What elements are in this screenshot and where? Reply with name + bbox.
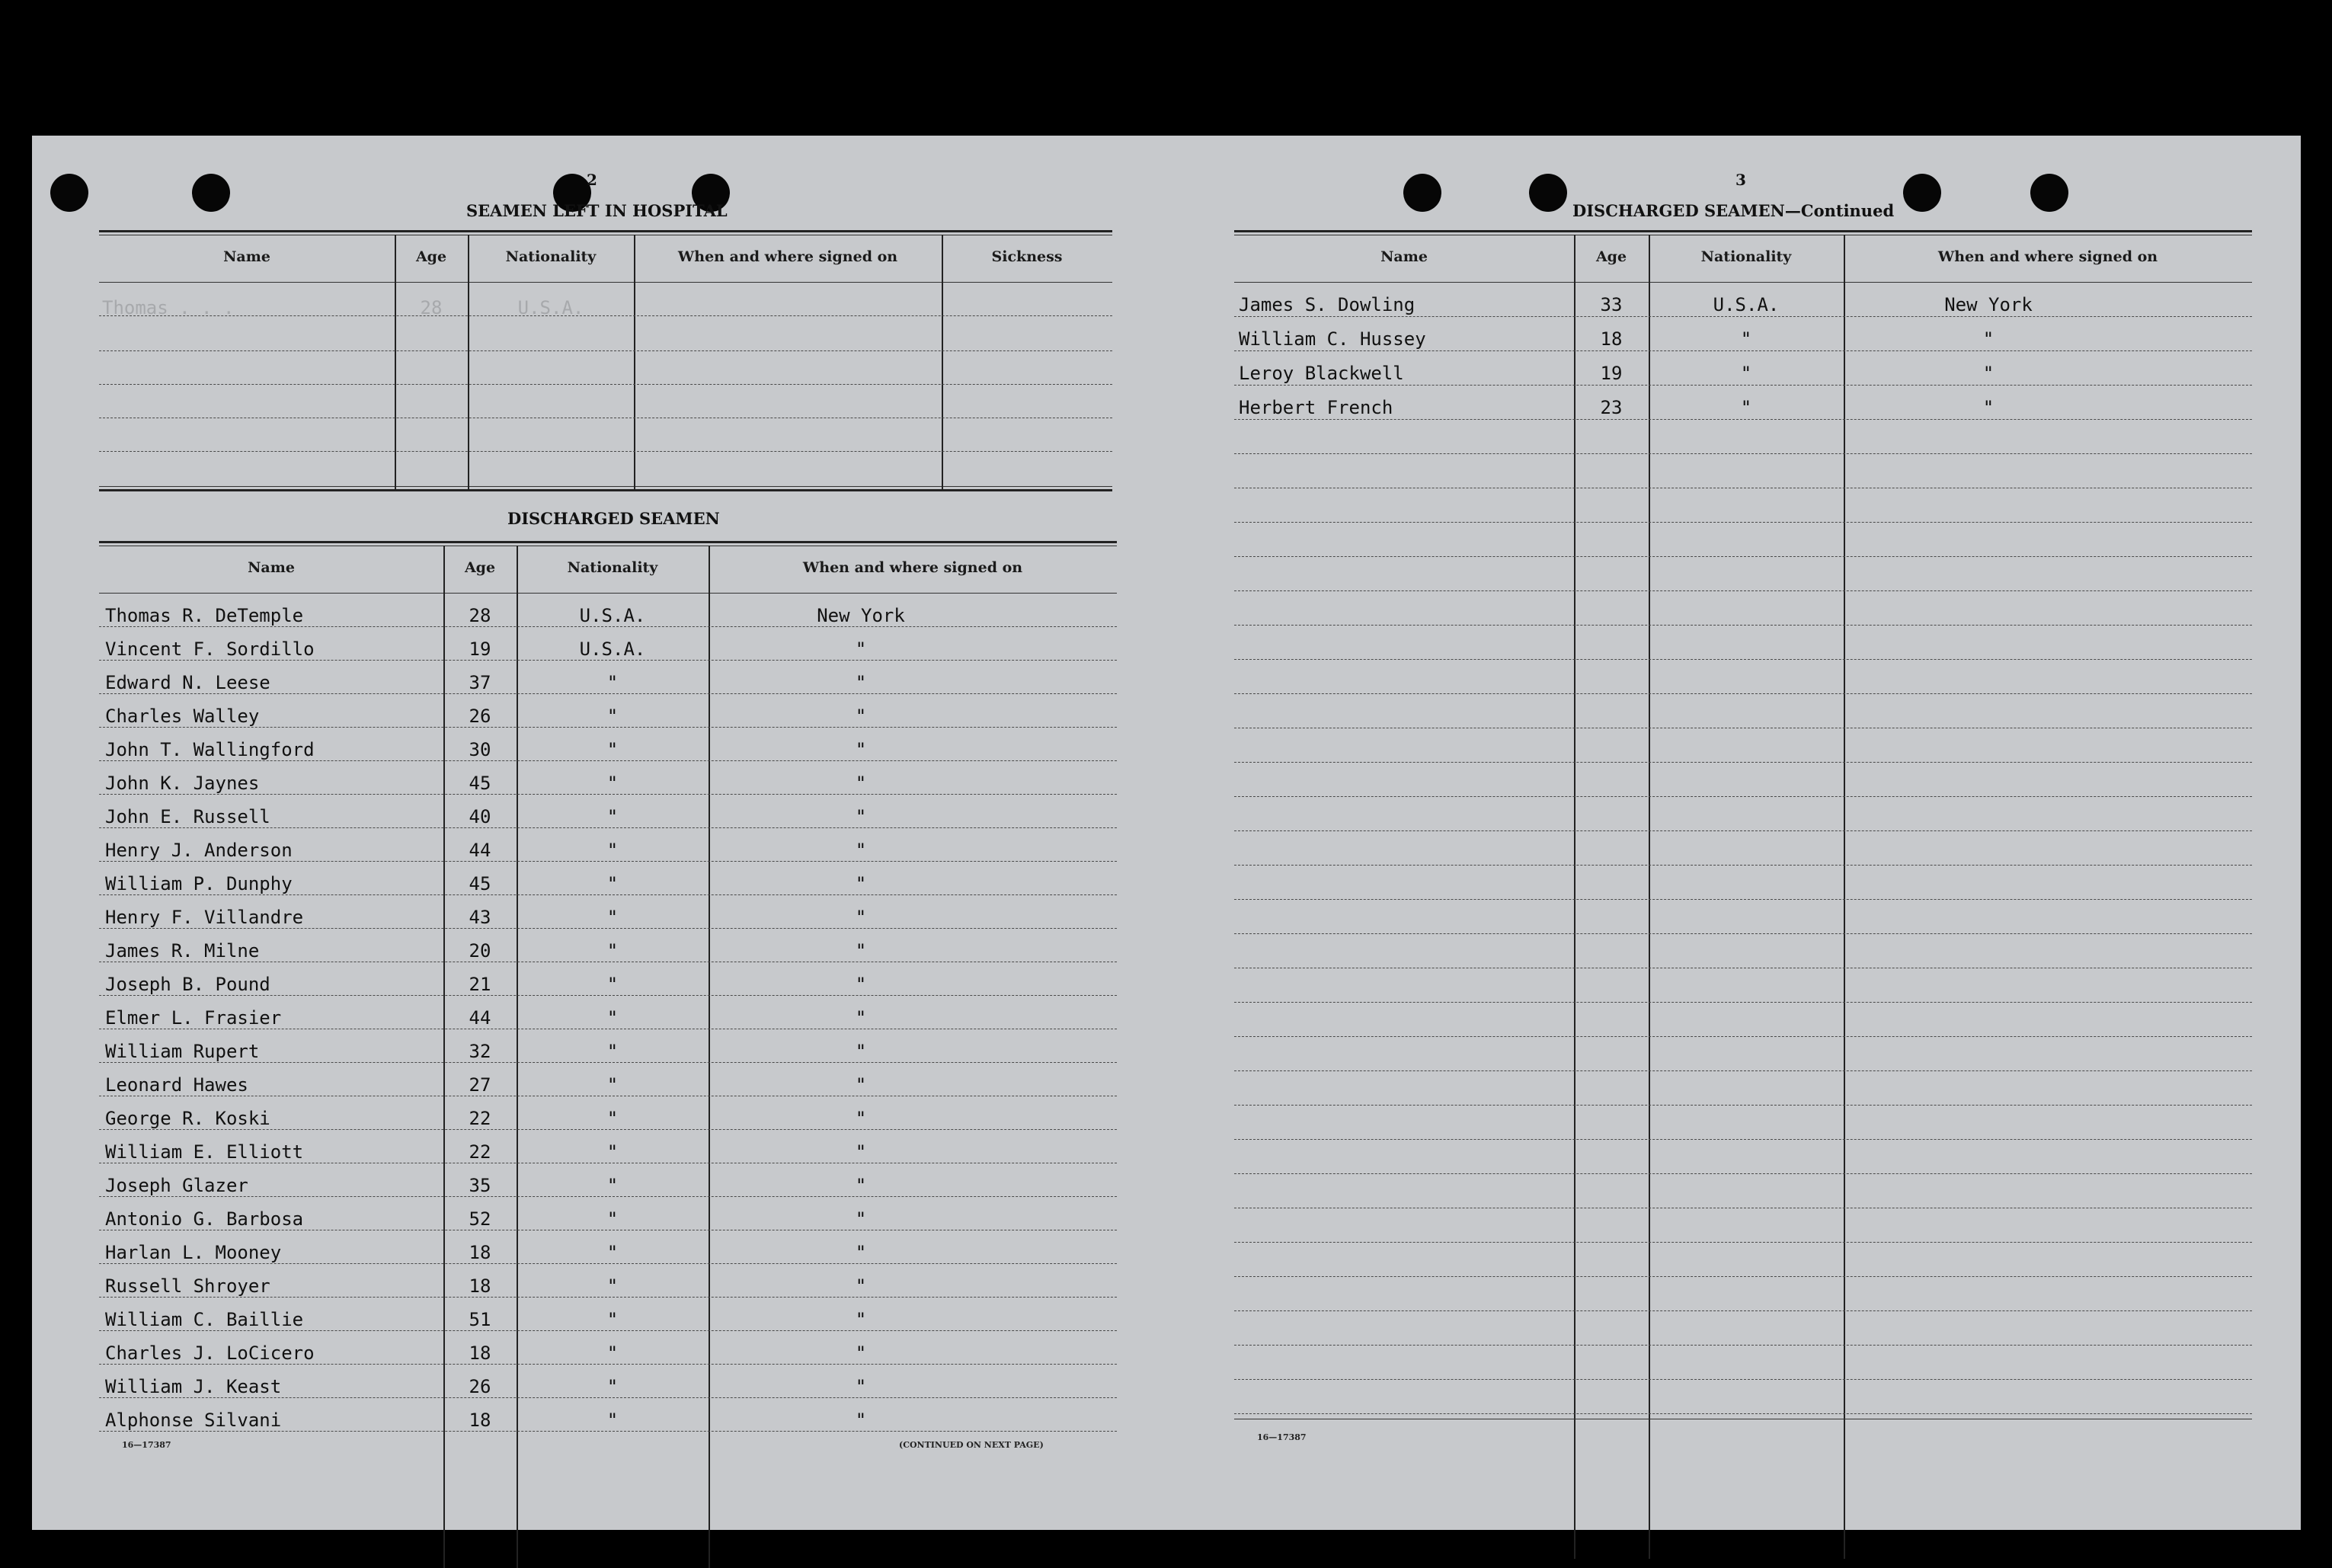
continued-note: (CONTINUED ON NEXT PAGE) — [899, 1440, 1044, 1450]
row-rule — [1234, 1036, 2252, 1037]
seaman-signed-on: " — [855, 840, 867, 861]
seaman-age: 44 — [469, 1007, 491, 1029]
seaman-signed-on: " — [855, 1074, 867, 1096]
seaman-name: William C. Baillie — [105, 1309, 304, 1330]
seaman-signed-on: " — [855, 1141, 867, 1163]
seaman-signed-on: New York — [1944, 294, 2033, 315]
seaman-name: Henry J. Anderson — [105, 840, 293, 861]
row-rule — [99, 794, 1117, 795]
seaman-signed-on: " — [855, 907, 867, 928]
row-rule — [99, 1397, 1117, 1398]
row-rule — [99, 1330, 1117, 1331]
row-rule — [1234, 419, 2252, 420]
seaman-nationality: " — [606, 806, 619, 827]
seaman-age: 18 — [1600, 328, 1623, 350]
hospital-row-nationality: U.S.A. — [517, 297, 584, 318]
seaman-nationality: " — [1740, 328, 1752, 350]
seaman-signed-on: " — [855, 1309, 867, 1330]
seaman-name: William E. Elliott — [105, 1141, 304, 1163]
row-rule — [1234, 1276, 2252, 1277]
seaman-signed-on: " — [855, 739, 867, 760]
seaman-nationality: " — [606, 773, 619, 794]
seaman-nationality: " — [606, 1108, 619, 1129]
seaman-signed-on: " — [1982, 328, 1995, 350]
seaman-age: 22 — [469, 1141, 491, 1163]
row-rule — [1234, 796, 2252, 797]
row-rule — [99, 1431, 1117, 1432]
seaman-name: John T. Wallingford — [105, 739, 315, 760]
seaman-age: 18 — [469, 1275, 491, 1297]
seaman-nationality: " — [606, 974, 619, 995]
seaman-age: 32 — [469, 1041, 491, 1062]
seaman-nationality: " — [606, 940, 619, 962]
seaman-name: William C. Hussey — [1239, 328, 1426, 350]
row-rule — [1234, 316, 2252, 317]
row-rule — [1234, 625, 2252, 626]
seaman-signed-on: " — [1982, 363, 1995, 384]
seaman-age: 26 — [469, 706, 491, 727]
punch-hole — [1529, 174, 1567, 212]
seaman-signed-on: " — [855, 1175, 867, 1196]
row-rule — [1234, 1002, 2252, 1003]
seaman-signed-on: " — [855, 1108, 867, 1129]
seaman-nationality: " — [606, 1376, 619, 1397]
row-rule — [1234, 899, 2252, 900]
row-rule — [99, 660, 1117, 661]
seaman-signed-on: " — [855, 1275, 867, 1297]
col-header-nationality: Nationality — [505, 248, 597, 265]
seaman-name: Elmer L. Frasier — [105, 1007, 282, 1029]
seaman-name: Russell Shroyer — [105, 1275, 270, 1297]
seaman-age: 45 — [469, 773, 491, 794]
row-rule — [99, 693, 1117, 694]
seaman-signed-on: " — [855, 974, 867, 995]
seaman-name: Leonard Hawes — [105, 1074, 248, 1096]
seaman-nationality: U.S.A. — [1713, 294, 1780, 315]
row-rule — [99, 1297, 1117, 1298]
form-number: 16—17387 — [122, 1440, 171, 1450]
row-rule — [1234, 590, 2252, 591]
row-rule — [1234, 865, 2252, 866]
seaman-age: 22 — [469, 1108, 491, 1129]
seaman-name: Alphonse Silvani — [105, 1410, 282, 1431]
row-rule — [1234, 830, 2252, 831]
seaman-name: William P. Dunphy — [105, 873, 293, 894]
seaman-name: Leroy Blackwell — [1239, 363, 1404, 384]
seaman-nationality: U.S.A. — [579, 638, 646, 660]
seaman-signed-on: " — [855, 1376, 867, 1397]
seaman-signed-on: " — [855, 706, 867, 727]
row-rule — [1234, 659, 2252, 660]
seaman-age: 18 — [469, 1242, 491, 1263]
row-rule — [99, 861, 1117, 862]
seaman-name: Vincent F. Sordillo — [105, 638, 315, 660]
seaman-name: Joseph Glazer — [105, 1175, 248, 1196]
seaman-nationality: " — [606, 1007, 619, 1029]
hospital-row-name: Thomas . . . — [102, 297, 235, 318]
row-rule — [1234, 350, 2252, 351]
row-rule — [99, 894, 1117, 895]
page-number: 3 — [1735, 171, 1746, 189]
punch-hole — [1903, 174, 1941, 212]
seaman-nationality: " — [606, 739, 619, 760]
seaman-signed-on: " — [855, 1007, 867, 1029]
seaman-signed-on: New York — [817, 605, 905, 626]
row-rule — [99, 1062, 1117, 1063]
seaman-name: James R. Milne — [105, 940, 260, 962]
col-header-signed-on: When and where signed on — [1937, 248, 2158, 265]
col-header-signed-on: When and where signed on — [802, 559, 1023, 576]
seaman-name: James S. Dowling — [1239, 294, 1416, 315]
seaman-nationality: " — [606, 672, 619, 693]
col-header-age: Age — [415, 248, 447, 265]
seaman-name: Joseph B. Pound — [105, 974, 270, 995]
seaman-nationality: " — [1740, 363, 1752, 384]
seaman-age: 26 — [469, 1376, 491, 1397]
row-rule — [1234, 693, 2252, 694]
seaman-nationality: " — [606, 1342, 619, 1364]
row-rule — [1234, 1070, 2252, 1071]
row-rule — [1234, 453, 2252, 454]
seaman-name: John E. Russell — [105, 806, 270, 827]
hospital-row-age: 28 — [420, 297, 443, 318]
seaman-signed-on: " — [855, 873, 867, 894]
punch-hole — [192, 174, 230, 212]
seaman-signed-on: " — [855, 1342, 867, 1364]
seaman-name: Henry F. Villandre — [105, 907, 304, 928]
seaman-age: 30 — [469, 739, 491, 760]
seaman-signed-on: " — [855, 1410, 867, 1431]
seaman-nationality: " — [606, 1242, 619, 1263]
seaman-age: 27 — [469, 1074, 491, 1096]
col-header-nationality: Nationality — [1700, 248, 1792, 265]
row-rule — [1234, 1105, 2252, 1106]
seaman-signed-on: " — [855, 1208, 867, 1230]
seaman-age: 37 — [469, 672, 491, 693]
seaman-name: John K. Jaynes — [105, 773, 260, 794]
row-rule — [1234, 933, 2252, 934]
seaman-age: 35 — [469, 1175, 491, 1196]
seaman-age: 28 — [469, 605, 491, 626]
seaman-name: William Rupert — [105, 1041, 260, 1062]
seaman-age: 40 — [469, 806, 491, 827]
seaman-name: Edward N. Leese — [105, 672, 270, 693]
col-header-age: Age — [464, 559, 496, 576]
seaman-nationality: " — [606, 1208, 619, 1230]
row-rule — [99, 827, 1117, 828]
seaman-signed-on: " — [855, 773, 867, 794]
seaman-age: 18 — [469, 1410, 491, 1431]
row-rule — [99, 760, 1117, 761]
row-rule — [1234, 1139, 2252, 1140]
seaman-nationality: " — [606, 840, 619, 861]
row-rule — [99, 727, 1117, 728]
seaman-age: 19 — [1600, 363, 1623, 384]
seaman-signed-on: " — [855, 672, 867, 693]
seaman-nationality: " — [606, 1074, 619, 1096]
seaman-age: 21 — [469, 974, 491, 995]
row-rule — [1234, 522, 2252, 523]
col-header-signed-on: When and where signed on — [677, 248, 898, 265]
seaman-nationality: " — [606, 1175, 619, 1196]
col-header-nationality: Nationality — [567, 559, 658, 576]
seaman-nationality: " — [606, 1309, 619, 1330]
seaman-nationality: " — [606, 1141, 619, 1163]
page-number: 2 — [587, 171, 597, 189]
discharged-continued-title: DISCHARGED SEAMEN—Continued — [1572, 201, 1895, 220]
col-header-sickness: Sickness — [991, 248, 1063, 265]
row-rule — [1234, 556, 2252, 557]
seaman-name: Charles Walley — [105, 706, 260, 727]
row-rule — [99, 1196, 1117, 1197]
hospital-section-title: SEAMEN LEFT IN HOSPITAL — [466, 201, 728, 220]
punch-hole — [2030, 174, 2068, 212]
row-rule — [1234, 1413, 2252, 1414]
seaman-signed-on: " — [855, 638, 867, 660]
seaman-signed-on: " — [855, 1242, 867, 1263]
row-rule — [1234, 1379, 2252, 1380]
seaman-age: 20 — [469, 940, 491, 962]
seaman-age: 45 — [469, 873, 491, 894]
row-rule — [99, 626, 1117, 627]
row-rule — [99, 1364, 1117, 1365]
seaman-name: William J. Keast — [105, 1376, 282, 1397]
seaman-age: 51 — [469, 1309, 491, 1330]
seaman-name: Thomas R. DeTemple — [105, 605, 304, 626]
seaman-nationality: " — [606, 873, 619, 894]
seaman-name: George R. Koski — [105, 1108, 270, 1129]
row-rule — [1234, 1173, 2252, 1174]
seaman-nationality: U.S.A. — [579, 605, 646, 626]
seaman-nationality: " — [606, 1410, 619, 1431]
seaman-nationality: " — [606, 1275, 619, 1297]
seaman-name: Harlan L. Mooney — [105, 1242, 282, 1263]
seaman-age: 33 — [1600, 294, 1623, 315]
row-rule — [1234, 1345, 2252, 1346]
seaman-age: 44 — [469, 840, 491, 861]
row-rule — [99, 1129, 1117, 1130]
seaman-signed-on: " — [855, 1041, 867, 1062]
seaman-name: Herbert French — [1239, 397, 1393, 418]
seaman-age: 23 — [1600, 397, 1623, 418]
seaman-signed-on: " — [1982, 397, 1995, 418]
row-rule — [99, 995, 1117, 996]
col-header-name: Name — [248, 559, 295, 576]
seaman-nationality: " — [1740, 397, 1752, 418]
row-rule — [99, 1263, 1117, 1264]
row-rule — [1234, 1310, 2252, 1311]
document-sheet — [32, 136, 2301, 1530]
col-header-name: Name — [1380, 248, 1428, 265]
seaman-age: 18 — [469, 1342, 491, 1364]
row-rule — [1234, 762, 2252, 763]
row-rule — [1234, 1242, 2252, 1243]
seaman-age: 43 — [469, 907, 491, 928]
seaman-nationality: " — [606, 1041, 619, 1062]
discharged-section-title: DISCHARGED SEAMEN — [507, 509, 720, 528]
punch-hole — [1403, 174, 1441, 212]
seaman-age: 19 — [469, 638, 491, 660]
row-rule — [99, 928, 1117, 929]
seaman-name: Antonio G. Barbosa — [105, 1208, 304, 1230]
punch-hole — [50, 174, 88, 212]
col-header-name: Name — [223, 248, 270, 265]
seaman-signed-on: " — [855, 806, 867, 827]
seaman-nationality: " — [606, 706, 619, 727]
seaman-nationality: " — [606, 907, 619, 928]
seaman-signed-on: " — [855, 940, 867, 962]
row-rule — [1234, 385, 2252, 386]
seaman-age: 52 — [469, 1208, 491, 1230]
seaman-name: Charles J. LoCicero — [105, 1342, 315, 1364]
col-header-age: Age — [1595, 248, 1627, 265]
form-number: 16—17387 — [1257, 1432, 1307, 1442]
